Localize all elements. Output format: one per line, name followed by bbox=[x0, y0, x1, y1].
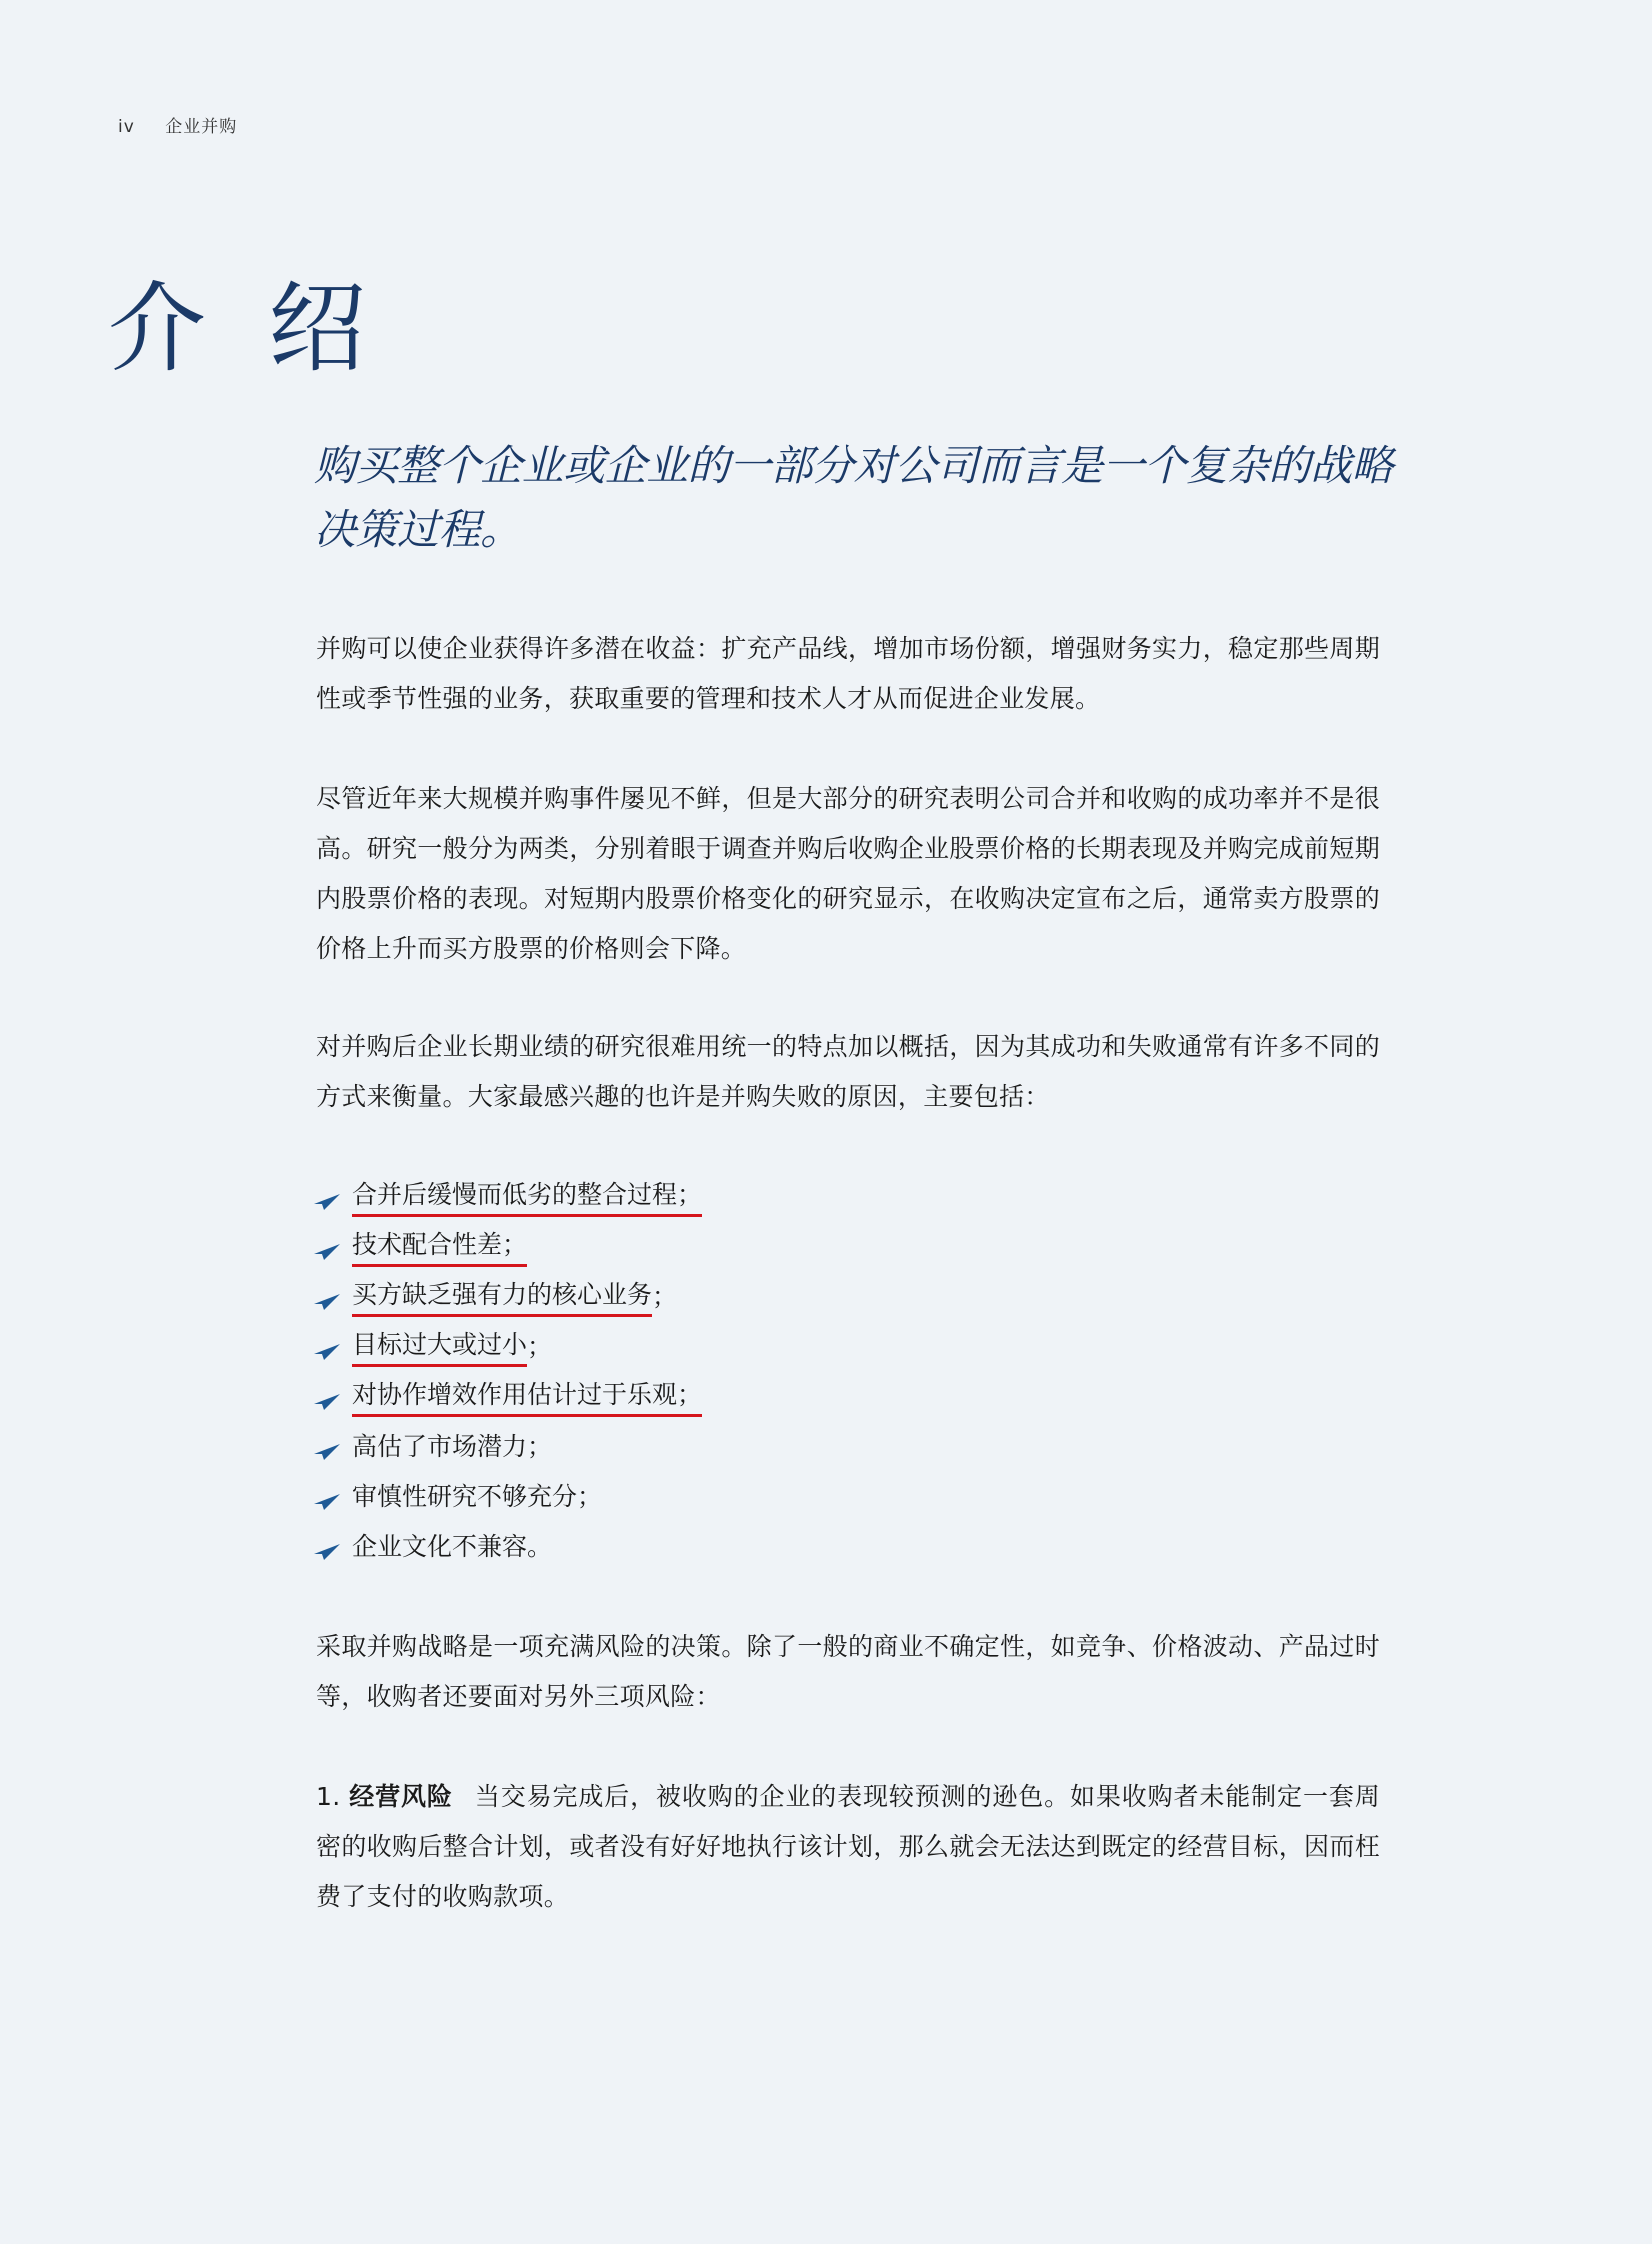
reason-text-underlined: 合并后缓慢而低劣的整合过程； bbox=[352, 1178, 702, 1217]
book-title: 企业并购 bbox=[165, 117, 238, 137]
reason-text: 企业文化不兼容。 bbox=[352, 1532, 553, 1561]
list-item bbox=[314, 1372, 1314, 1422]
arrow-bullet-icon bbox=[314, 1242, 340, 1260]
risk-text: 当交易完成后，被收购的企业的表现较预测的逊色。如果收购者未能制定一套周密的收购后整合计划，或者没有好好地执行该计划，那么就会无法达到既定的经营目标，因而枉费了支付的收购款项。 bbox=[316, 1782, 1380, 1911]
reason-text: 审慎性研究不够充分； bbox=[352, 1482, 603, 1511]
arrow-bullet-icon bbox=[314, 1392, 340, 1410]
paragraph-risk-intro: 采取并购战略是一项充满风险的决策。除了一般的商业不确定性，如竞争、价格波动、产品过时等，收购者还要面对另外三项风险： bbox=[316, 1632, 1380, 1711]
reason-text: 高估了市场潜力； bbox=[352, 1432, 553, 1461]
lead-statement: 购买整个企业或企业的一部分对公司而言是一个复杂的战略决策过程。 bbox=[314, 441, 1394, 554]
risk-number: 1. bbox=[316, 1782, 341, 1811]
list-item bbox=[314, 1472, 1314, 1522]
running-header bbox=[118, 112, 237, 137]
arrow-bullet-icon bbox=[314, 1442, 340, 1460]
paragraph-benefits: 并购可以使企业获得许多潜在收益：扩充产品线，增加市场份额，增强财务实力，稳定那些周期性或季节性强的业务，获取重要的管理和技术人才从而促进企业发展。 bbox=[316, 634, 1380, 713]
risk-term: 经营风险 bbox=[349, 1782, 453, 1811]
list-item bbox=[314, 1222, 1314, 1272]
page-number: iv bbox=[118, 117, 135, 137]
list-item bbox=[314, 1522, 1314, 1572]
reason-text: ； bbox=[652, 1282, 678, 1311]
arrow-bullet-icon bbox=[314, 1542, 340, 1560]
list-item bbox=[314, 1272, 1314, 1322]
list-item bbox=[314, 1322, 1314, 1372]
reason-text-underlined: 技术配合性差； bbox=[352, 1228, 527, 1267]
reason-text: ； bbox=[527, 1332, 553, 1361]
paragraph-operating-risk bbox=[316, 1772, 1380, 1922]
chapter-title: 介绍 bbox=[108, 272, 429, 386]
arrow-bullet-icon bbox=[314, 1192, 340, 1210]
paragraph-research: 尽管近年来大规模并购事件屡见不鲜，但是大部分的研究表明公司合并和收购的成功率并不是很高。研究一般分为两类，分别着眼于调查并购后收购企业股票价格的长期表现及并购完成前短期内股票价格的表现。对短期内股票价格变化的研究显示，在收购决定宣布之后，通常卖方股票的价格上升而买方股票的价格则会下降。 bbox=[316, 784, 1380, 963]
list-item bbox=[314, 1422, 1314, 1472]
arrow-bullet-icon bbox=[314, 1342, 340, 1360]
arrow-bullet-icon bbox=[314, 1492, 340, 1510]
reason-text-underlined: 买方缺乏强有力的核心业务 bbox=[352, 1278, 652, 1317]
reason-text-underlined: 对协作增效作用估计过于乐观； bbox=[352, 1378, 702, 1417]
reason-text-underlined: 目标过大或过小 bbox=[352, 1328, 527, 1367]
list-item bbox=[314, 1172, 1314, 1222]
failure-reasons-list bbox=[314, 1172, 1314, 1572]
arrow-bullet-icon bbox=[314, 1292, 340, 1310]
paragraph-failure-reasons: 对并购后企业长期业绩的研究很难用统一的特点加以概括，因为其成功和失败通常有许多不同的方式来衡量。大家最感兴趣的也许是并购失败的原因，主要包括： bbox=[316, 1032, 1380, 1111]
